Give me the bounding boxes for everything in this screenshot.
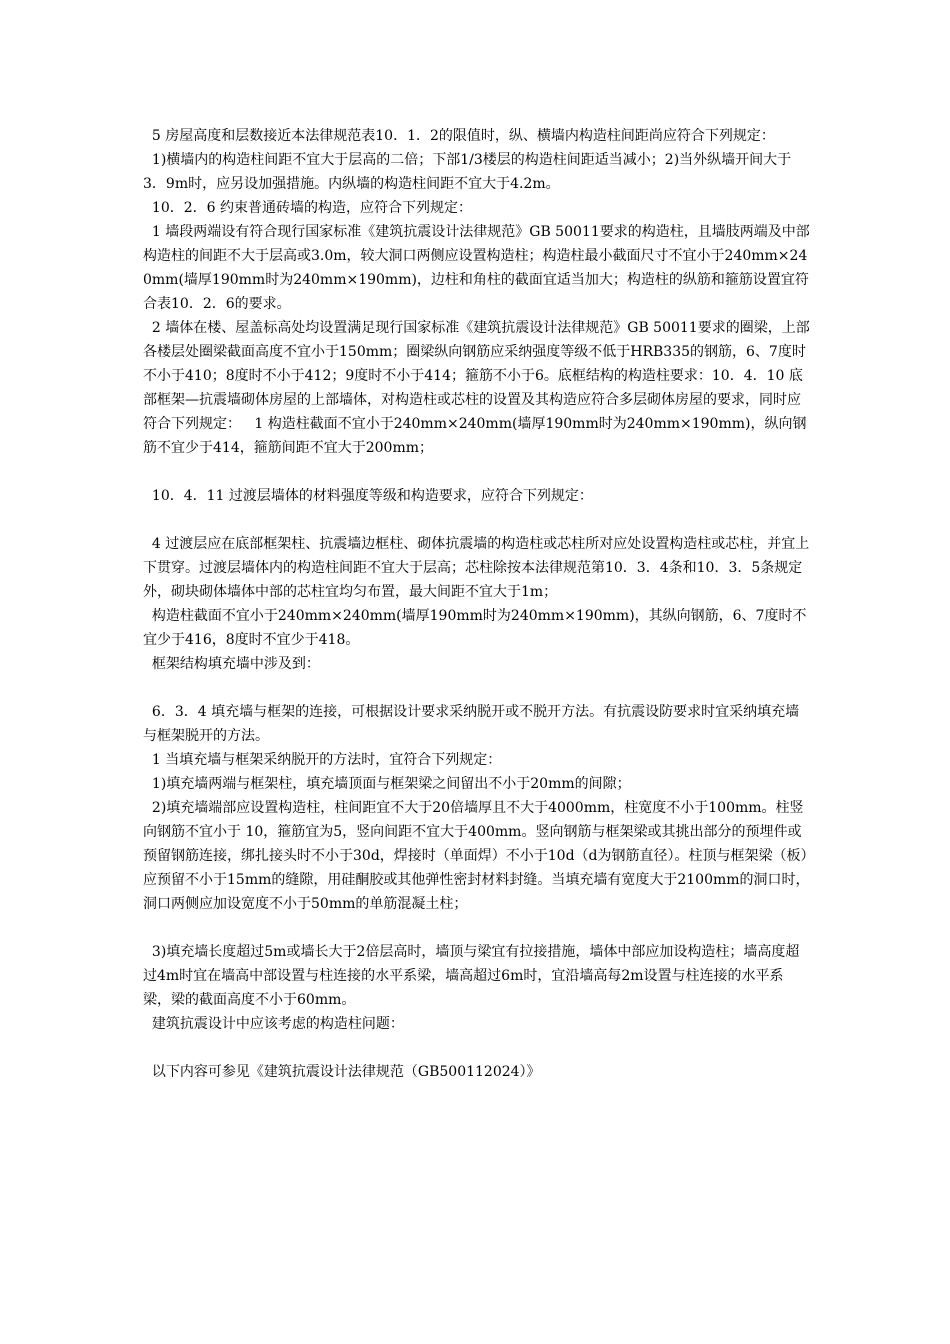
paragraph-gap-requirement: 1)填充墙两端与框架柱，填充墙顶面与框架梁之间留出不小于20mm的间隙； [143, 776, 631, 792]
paragraph-ring-beams: 2 墙体在楼、屋盖标高处均设置满足现行国家标准《建筑抗震设计法律规范》GB 50011要求的圈梁，上部各楼层处圈梁截面高度不宜小于150mm；圈梁纵向钢筋应采纳强度等级不低于HRB335的钢筋，6、7度时不小于410；8度时不小于412；9度时不小于414；箍筋不小于6。底框结构的构造柱要求：10．4．10 底部框架—抗震墙砌体房屋的上部墙体，对构造柱或芯柱的设置及其构造应符合多层砌体房屋的要求，同时应符合下列规定： 1 构造柱截面不宜小于240mm×240mm(墙厚190mm时为240mm×190mm)，纵向钢筋不宜少于414，箍筋间距不宜大于200mm； [143, 320, 810, 456]
paragraph-spacing-requirements: 5 房屋高度和层数接近本法律规范表10．1．2的限值时，纵、横墙内构造柱间距尚应符合下列规定： [143, 128, 775, 144]
blank-line [143, 460, 811, 484]
paragraph-infill-wall-intro: 框架结构填充墙中涉及到： [143, 656, 320, 672]
blank-line [143, 508, 811, 532]
paragraph-transverse-wall-columns: 1)横墙内的构造柱间距不宜大于层高的二倍；下部1/3楼层的构造柱间距适当减小；2)当外纵墙开间大于3．9m时，应另设加强措施。内纵墙的构造柱间距不宜大于4.2m。 [143, 152, 792, 192]
paragraph-detached-method: 1 当填充墙与框架采纳脱开的方法时，宜符合下列规定： [143, 752, 502, 768]
paragraph-end-columns: 2)填充墙端部应设置构造柱，柱间距宜不大于20倍墙厚且不大于4000mm，柱宽度不小于100mm。柱竖向钢筋不宜小于 10，箍筋宜为5，竖向间距不宜大于400mm。竖向钢筋与框架梁或其挑出部分的预埋件或预留钢筋连接，绑扎接头时不小于30d，焊接时（单面焊）不小于10d（d为钢筋直径）。柱顶与框架梁（板）应预留不小于15mm的缝隙，用硅酮胶或其他弹性密封材料封缝。当填充墙有宽度大于2100mm的洞口时，洞口两侧应加设宽度不小于50mm的单筋混凝土柱； [143, 800, 810, 912]
blank-line [143, 676, 811, 700]
paragraph-wall-segment-columns: 1 墙段两端设有符合现行国家标准《建筑抗震设计法律规范》GB 50011要求的构造柱，且墙肢两端及中部构造柱的间距不大于层高或3.0m，较大洞口两侧应设置构造柱；构造柱最小截面尺寸不宜小于240mm×240mm(墙厚190mm时为240mm×190mm)，边柱和角柱的截面宜适当加大；构造柱的纵筋和箍筋设置宜符合表10．2．6的要求。 [143, 224, 810, 312]
document-body [143, 124, 811, 1084]
paragraph-transition-layer: 4 过渡层应在底部框架柱、抗震墙边框柱、砌体抗震墙的构造柱或芯柱所对应处设置构造柱或芯柱，并宜上下贯穿。过渡层墙体内的构造柱间距不宜大于层高；芯柱除按本法律规范第10．3．4条和10．3．5条规定外，砌块砌体墙体中部的芯柱宜均匀布置，最大间距不宜大于1m； [143, 536, 810, 600]
paragraph-6-3-4-heading: 6．3．4 填充墙与框架的连接，可根据设计要求采纳脱开或不脱开方法。有抗震设防要求时宜采纳填充墙与框架脱开的方法。 [143, 704, 800, 744]
paragraph-reference: 以下内容可参见《建筑抗震设计法律规范（GB500112024）》 [143, 1064, 541, 1080]
paragraph-long-wall-measures: 3)填充墙长度超过5m或墙长大于2倍层高时，墙顶与梁宜有拉接措施，墙体中部应加设构造柱；墙高度超过4m时宜在墙高中部设置与柱连接的水平系梁，墙高超过6m时，宜沿墙高每2m设置与柱连接的水平系梁，梁的截面高度不小于60mm。 [143, 944, 800, 1008]
blank-line [143, 1036, 811, 1060]
paragraph-10-2-6-heading: 10．2．6 约束普通砖墙的构造，应符合下列规定： [143, 200, 472, 216]
paragraph-10-4-11-heading: 10．4．11 过渡层墙体的材料强度等级和构造要求，应符合下列规定： [143, 488, 593, 504]
paragraph-column-section: 构造柱截面不宜小于240mm×240mm(墙厚190mm时为240mm×190mm)，其纵向钢筋，6、7度时不宜少于416，8度时不宜少于418。 [143, 608, 807, 648]
paragraph-seismic-design-intro: 建筑抗震设计中应该考虑的构造柱问题： [143, 1016, 404, 1032]
blank-line [143, 916, 811, 940]
